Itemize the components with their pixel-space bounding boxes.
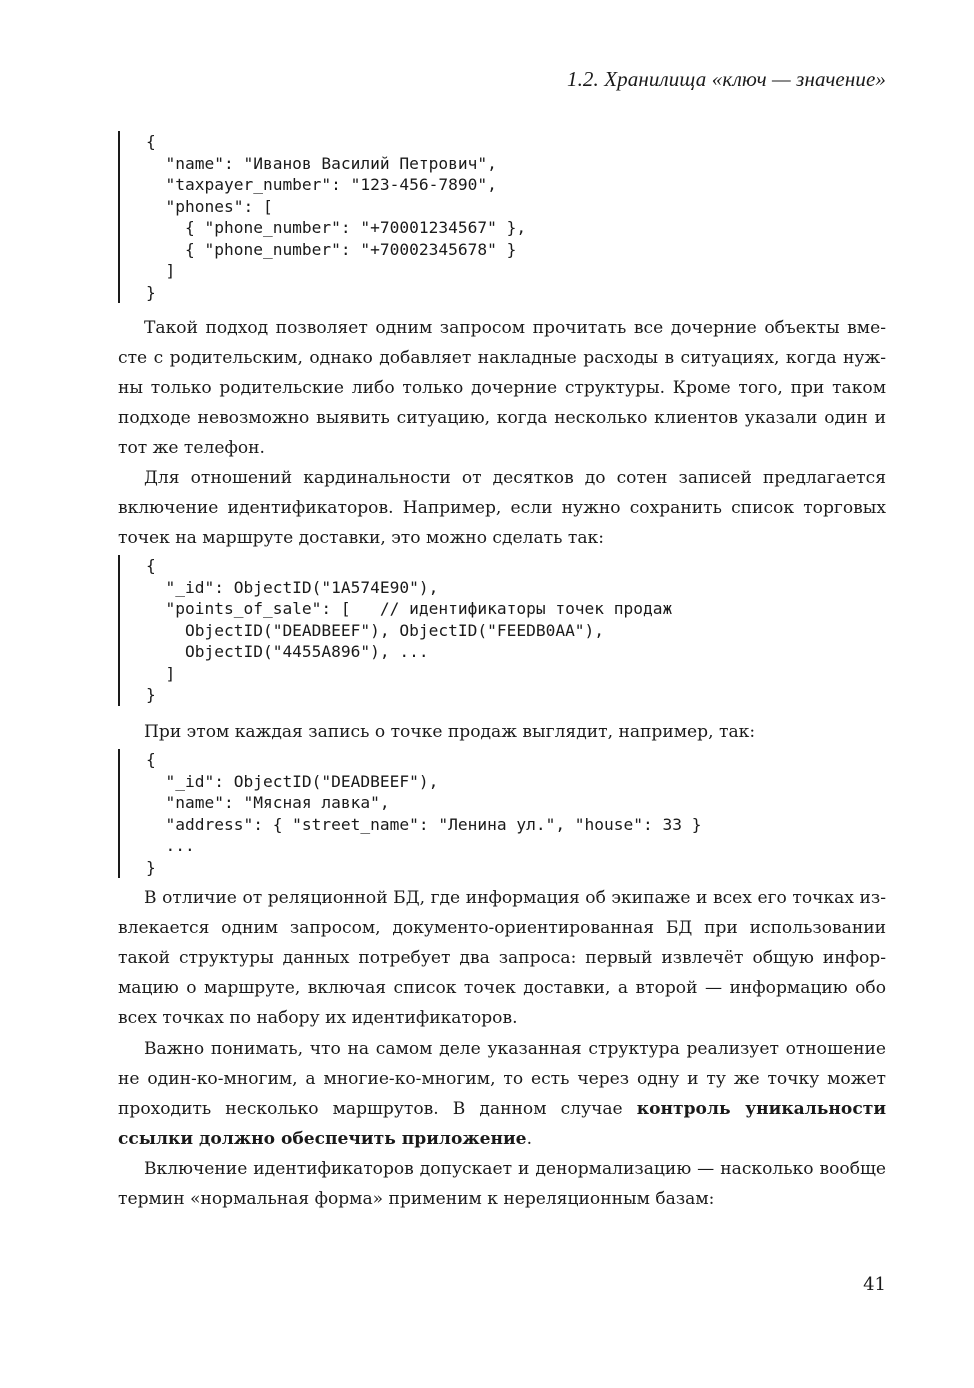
code-block-route-json (118, 555, 672, 706)
code-block-point-of-sale-json (118, 749, 702, 878)
code-line: { (146, 750, 156, 769)
paragraph-identifier-inclusion: Для отношений кардинальности от десятков до сотен записей предлагается включение идентификаторов. Например, если нужно сохранить список торговых точек на маршруте доставки, это можно сделать так: (118, 468, 886, 548)
code-line: "_id": ObjectID("DEADBEEF"), (146, 771, 439, 791)
code-line: "name": "Иванов Василий Петрович", (146, 153, 497, 173)
code-line: "_id": ObjectID("1A574E90"), (146, 577, 439, 597)
paragraph-point-of-sale-intro: При этом каждая запись о точке продаж выглядит, например, так: (144, 722, 756, 742)
code-line: "points_of_sale": [ // идентификаторы точек продаж (146, 599, 673, 618)
code-line: } (146, 282, 156, 302)
paragraph-denormalization: Включение идентификаторов допускает и денормализацию — насколько вообще термин «нормальная форма» применим к нереляционным базам: (118, 1159, 886, 1209)
code-line: } (146, 857, 156, 877)
code-line: ] (146, 261, 176, 280)
code-line: { (146, 132, 156, 151)
code-line: { "phone_number": "+70002345678" } (146, 239, 517, 259)
running-header: 1.2. Хранилища «ключ — значение» (566, 67, 886, 91)
code-line: ObjectID("DEADBEEF"), ObjectID("FEEDB0AA"), (146, 620, 605, 640)
paragraph-embedding-drawbacks: Такой подход позволяет одним запросом прочитать все дочерние объекты вместе с родительским, однако добавляет накладные расходы в ситуациях, когда нужны только родительские либо только дочерние структуры. Кроме того, при таком подходе невозможно выявить ситуацию, когда несколько клиентов указали один и тот же телефон. (118, 318, 886, 458)
code-line: { (146, 556, 156, 575)
page-number: 41 (863, 1274, 886, 1295)
code-line: ... (146, 836, 195, 855)
code-line: } (146, 685, 156, 704)
bold-emphasis: контроль уникальности ссылки должно обеспечить приложение (118, 1099, 886, 1149)
code-line: "taxpayer_number": "123-456-7890", (146, 175, 497, 194)
code-line: ObjectID("4455A896"), ... (146, 642, 429, 661)
code-line: "address": { "street_name": "Ленина ул.", "house": 33 } (146, 814, 702, 834)
paragraph-many-to-many (118, 1034, 886, 1154)
code-line: { "phone_number": "+70001234567" }, (146, 218, 527, 237)
code-line: "name": "Мясная лавка", (146, 793, 390, 812)
paragraph-many-to-many-text: Важно понимать, что на самом деле указанная структура реализует отношение не один-ко-многим, а многие-ко-многим, то есть через одну и ту же точку может проходить несколько маршрутов. В данном случае (118, 1039, 886, 1119)
code-line: "phones": [ (146, 196, 273, 216)
paragraph-many-to-many-end: . (526, 1129, 532, 1149)
paragraph-relational-comparison: В отличие от реляционной БД, где информация об экипаже и всех его точках извлекается одним запросом, документо-ориентированная БД при использовании такой структуры данных потребует два запроса: первый извлечёт общую информацию о маршруте, включая список точек доставки, а второй — информацию обо всех точках по набору их идентификаторов. (118, 888, 886, 1028)
code-block-client-json (118, 131, 526, 303)
code-line: ] (146, 663, 176, 683)
